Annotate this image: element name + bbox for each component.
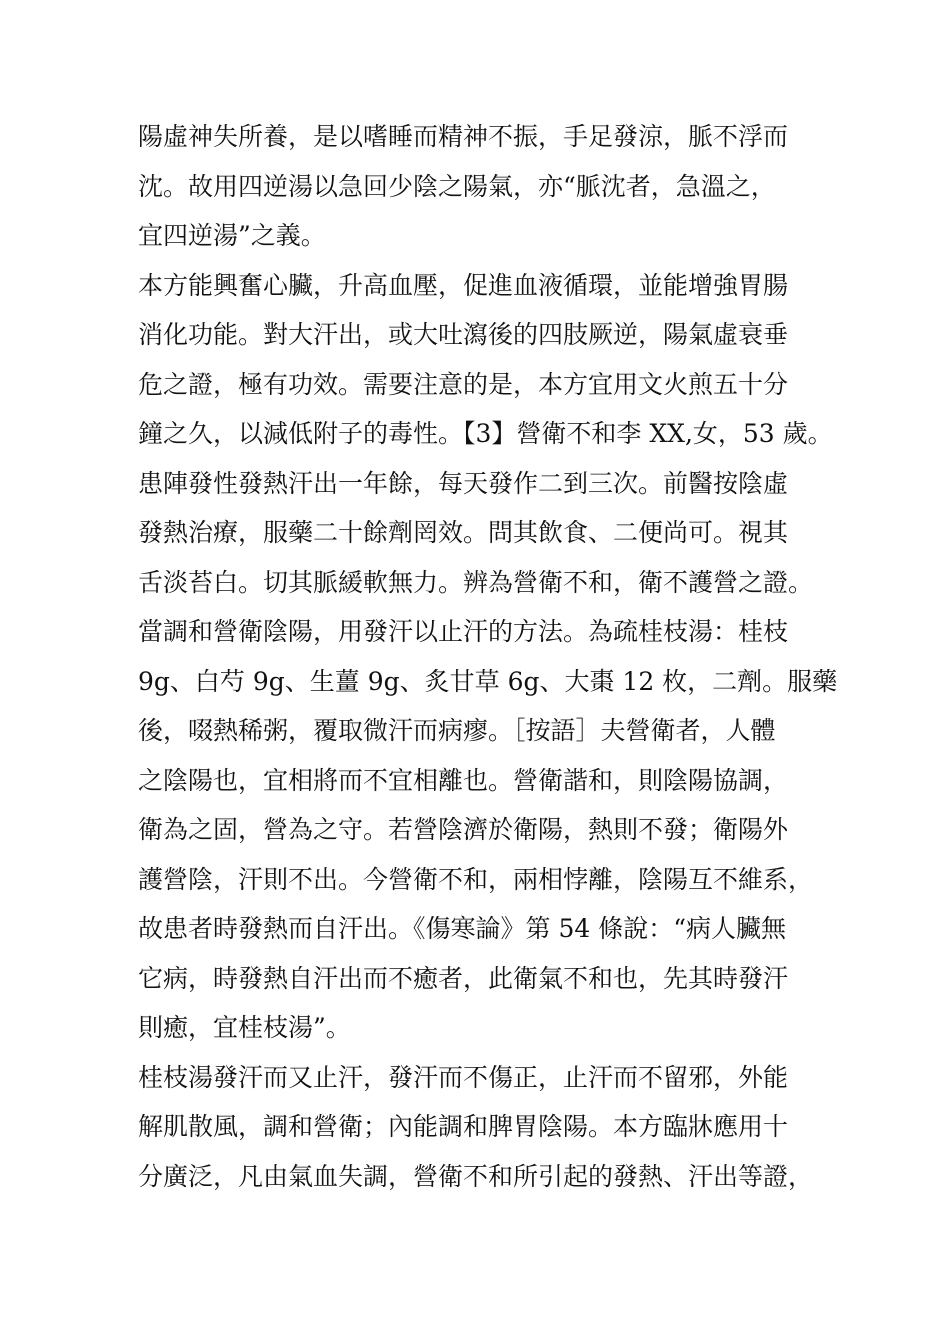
document-body: [138, 112, 838, 1201]
text-line-12: 9g、白芍 9g、生薑 9g、炙甘草 6g、大棗 12 枚，二劑。服藥: [138, 666, 838, 696]
text-line-19: 則癒，宜桂枝湯”。: [138, 1013, 351, 1042]
text-line-4: 本方能興奮心臟，升高血壓，促進血液循環，並能增強胃腸: [138, 270, 789, 300]
text-line-10: 舌淡苔白。切其脈緩軟無力。辨為營衛不和，衛不護營之證。: [138, 567, 814, 597]
text-line-18: 它病，時發熱自汗出而不癒者，此衛氣不和也，先其時發汗: [138, 963, 789, 993]
text-line-21: 解肌散風，調和營衛；內能調和脾胃陰陽。本方臨牀應用十: [138, 1112, 789, 1141]
text-line-15: 衛為之固，營為之守。若營陰濟於衛陽，熱則不發；衛陽外: [138, 815, 789, 844]
text-line-17: 故患者時發熱而自汗出。《傷寒論》第 54 條說：“病人臟無: [138, 914, 786, 943]
text-line-22: 分廣泛，凡由氣血失調，營衛不和所引起的發熱、汗出等證，: [138, 1161, 814, 1191]
text-line-3: 宜四逆湯”之義。: [138, 221, 326, 250]
text-line-11: 當調和營衛陰陽，用發汗以止汗的方法。為疏桂枝湯：桂枝: [138, 617, 789, 646]
text-line-5: 消化功能。對大汗出，或大吐瀉後的四肢厥逆，陽氣虛衰垂: [138, 320, 789, 349]
text-line-7: 鐘之久，以減低附子的毒性。【3】營衛不和李 XX,女，53 歲。: [138, 419, 833, 448]
text-line-14: 之陰陽也，宜相將而不宜相離也。營衛諧和，則陰陽協調，: [138, 765, 789, 795]
text-line-6: 危之證，極有功效。需要注意的是，本方宜用文火煎五十分: [138, 369, 789, 399]
text-line-13: 後，啜熱稀粥，覆取微汗而病瘳。［按語］夫營衛者，人體: [138, 716, 776, 745]
text-line-9: 發熱治療，服藥二十餘劑罔效。問其飲食、二便尚可。視其: [138, 518, 789, 547]
text-line-8: 患陣發性發熱汗出一年餘，每天發作二到三次。前醫按陰虛: [138, 468, 789, 498]
text-line-2: 沈。故用四逆湯以急回少陰之陽氣，亦“脈沈者，急溫之，: [138, 171, 776, 201]
text-line-16: 護營陰，汗則不出。今營衛不和，兩相悖離，陰陽互不維系，: [138, 864, 814, 894]
text-line-20: 桂枝湯發汗而又止汗，發汗而不傷正，止汗而不留邪，外能: [138, 1062, 789, 1092]
text-line-1: 陽虛神失所養，是以嗜睡而精神不振，手足發涼，脈不浮而: [138, 122, 789, 151]
